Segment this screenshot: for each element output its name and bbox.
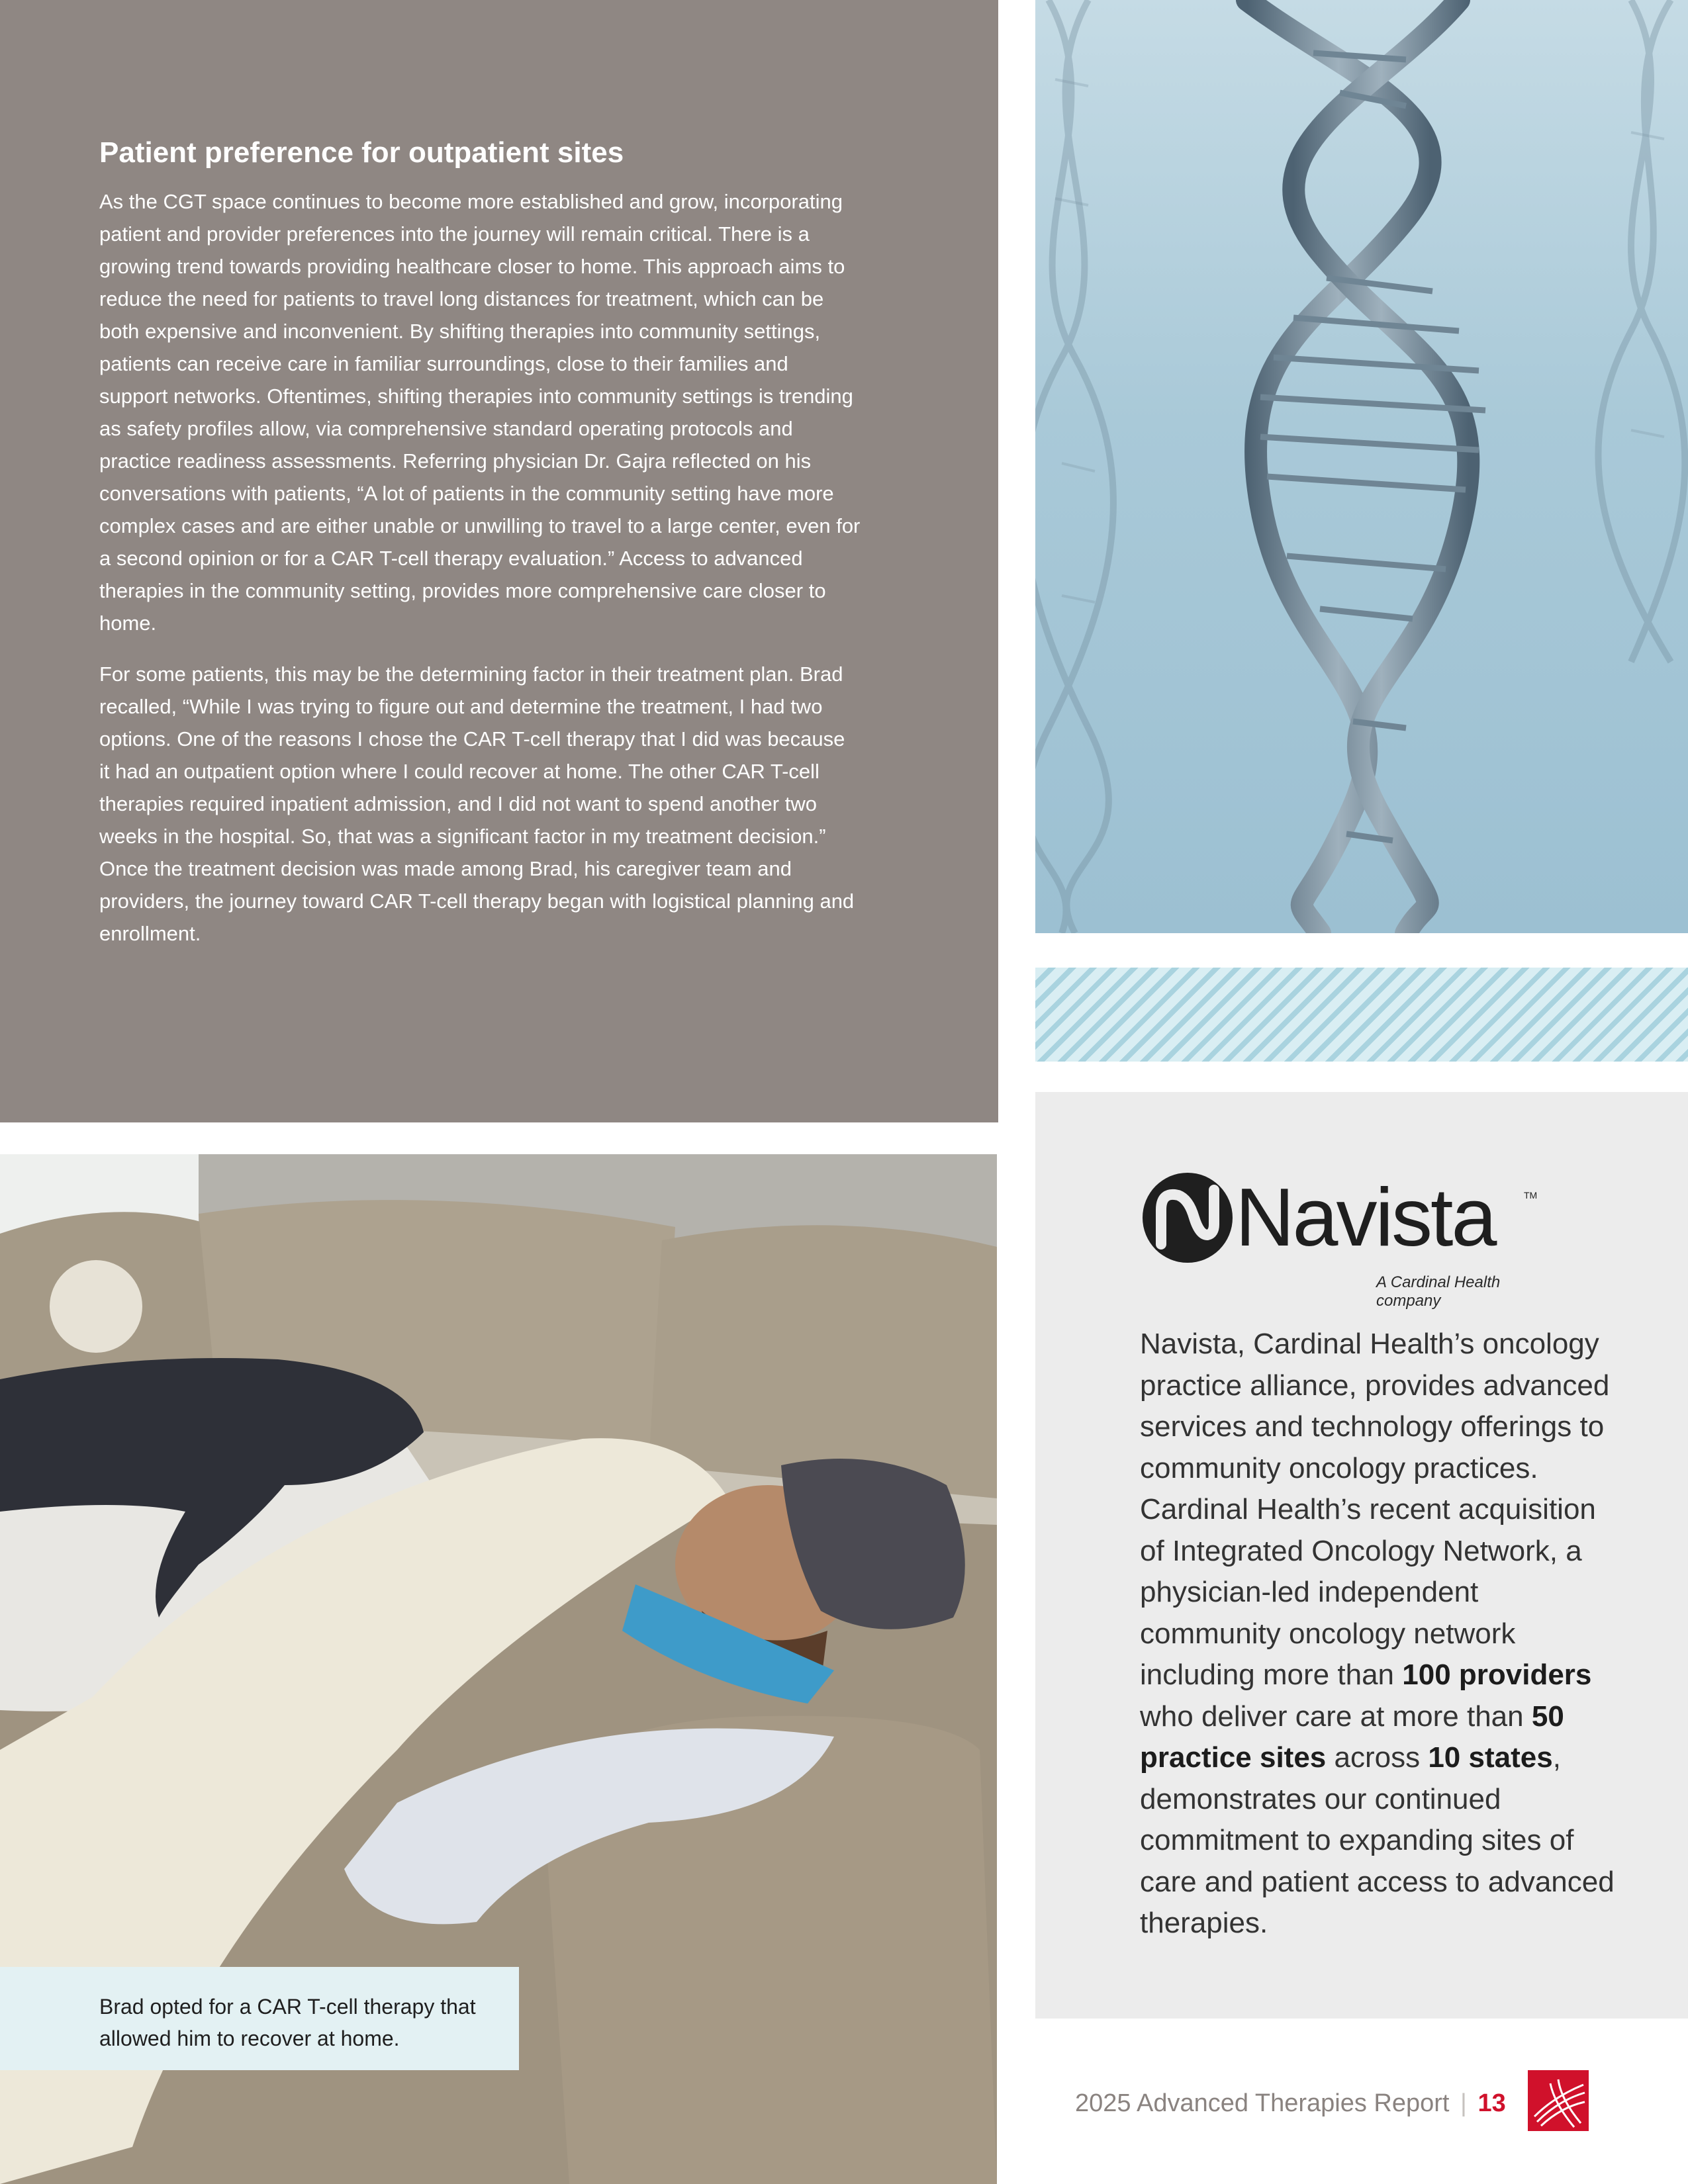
body-paragraph-1: As the CGT space continues to become more established and grow, incorporating patient and provider preferences into the journey will remain critical. There is a growing trend towards providing healthcare closer to home. This approach aims to reduce the need for patients to travel long distances for treatment, which can be both expensive and inconvenient. By shifting therapies into community settings, patients can receive care in familiar surroundings, close to their families and support networks. Oftentimes, shifting therapies into community settings is trending as safety profiles allow, via comprehensive standard operating protocols and practice readiness assessments. Referring physician Dr. Gajra reflected on his conversations with patients, “A lot of patients in the community setting have more complex cases and are either unable or unwilling to travel to a large center, even for a second opinion or for a CAR T-cell therapy evaluation.” Access to advanced therapies in the community setting, provides more comprehensive care closer to home.	[99, 189, 861, 635]
navista-wordmark: Navista	[1235, 1172, 1495, 1263]
navista-n-icon	[1141, 1171, 1234, 1264]
body-paragraph-2: For some patients, this may be the determining factor in their treatment plan. Brad recalled, “While I was trying to figure out and determine the treatment, I had two options. One of the reasons I chose the CAR T-cell therapy that I did was because it had an outpatient option where I could recover at home. The other CAR T-cell therapies required inpatient admission, and I did not want to spend another two weeks in the hospital. So, that was a significant factor in my treatment decision.” Once the treatment decision was made among Brad, his caregiver team and providers, the journey toward CAR T-cell therapy began with logistical planning and enrollment.	[99, 662, 855, 945]
decorative-stripe-band	[1035, 968, 1688, 1062]
page-footer	[1075, 2083, 1506, 2123]
stat-providers: 100 providers	[1402, 1659, 1592, 1691]
photo-caption: Brad opted for a CAR T-cell therapy that allowed him to recover at home.	[0, 1967, 519, 2070]
navista-text-3: across	[1326, 1741, 1429, 1774]
report-title: 2025 Advanced Therapies Report	[1075, 2089, 1450, 2117]
footer-separator: |	[1460, 2089, 1467, 2117]
navista-tagline: A Cardinal Health company	[1376, 1273, 1501, 1310]
trademark-mark: TM	[1524, 1190, 1538, 1201]
navista-info-panel	[1035, 1092, 1688, 2019]
navista-text-4: , demonstrates our continued commitment to expanding sites of care and patient access to advanced therapies.	[1140, 1741, 1615, 1939]
cardinal-health-logo-icon	[1528, 2070, 1589, 2131]
stat-states: 10 states	[1428, 1741, 1553, 1774]
navista-logo	[1141, 1170, 1565, 1310]
page-number: 13	[1477, 2089, 1506, 2117]
article-text-panel	[0, 0, 998, 1122]
dna-helix-image	[1035, 0, 1688, 933]
navista-description	[1140, 1324, 1617, 1944]
navista-text-1: Navista, Cardinal Health’s oncology practice alliance, provides advanced services and technology offerings to community oncology practices. Cardinal Health’s recent acquisition of Integrated Oncology Network, a physician-led independent community oncology network including more than	[1140, 1328, 1610, 1691]
stat-practice-sites: 50 practice sites	[1140, 1700, 1564, 1774]
navista-text-2: who deliver care at more than	[1140, 1700, 1532, 1733]
section-heading: Patient preference for outpatient sites	[99, 136, 624, 169]
